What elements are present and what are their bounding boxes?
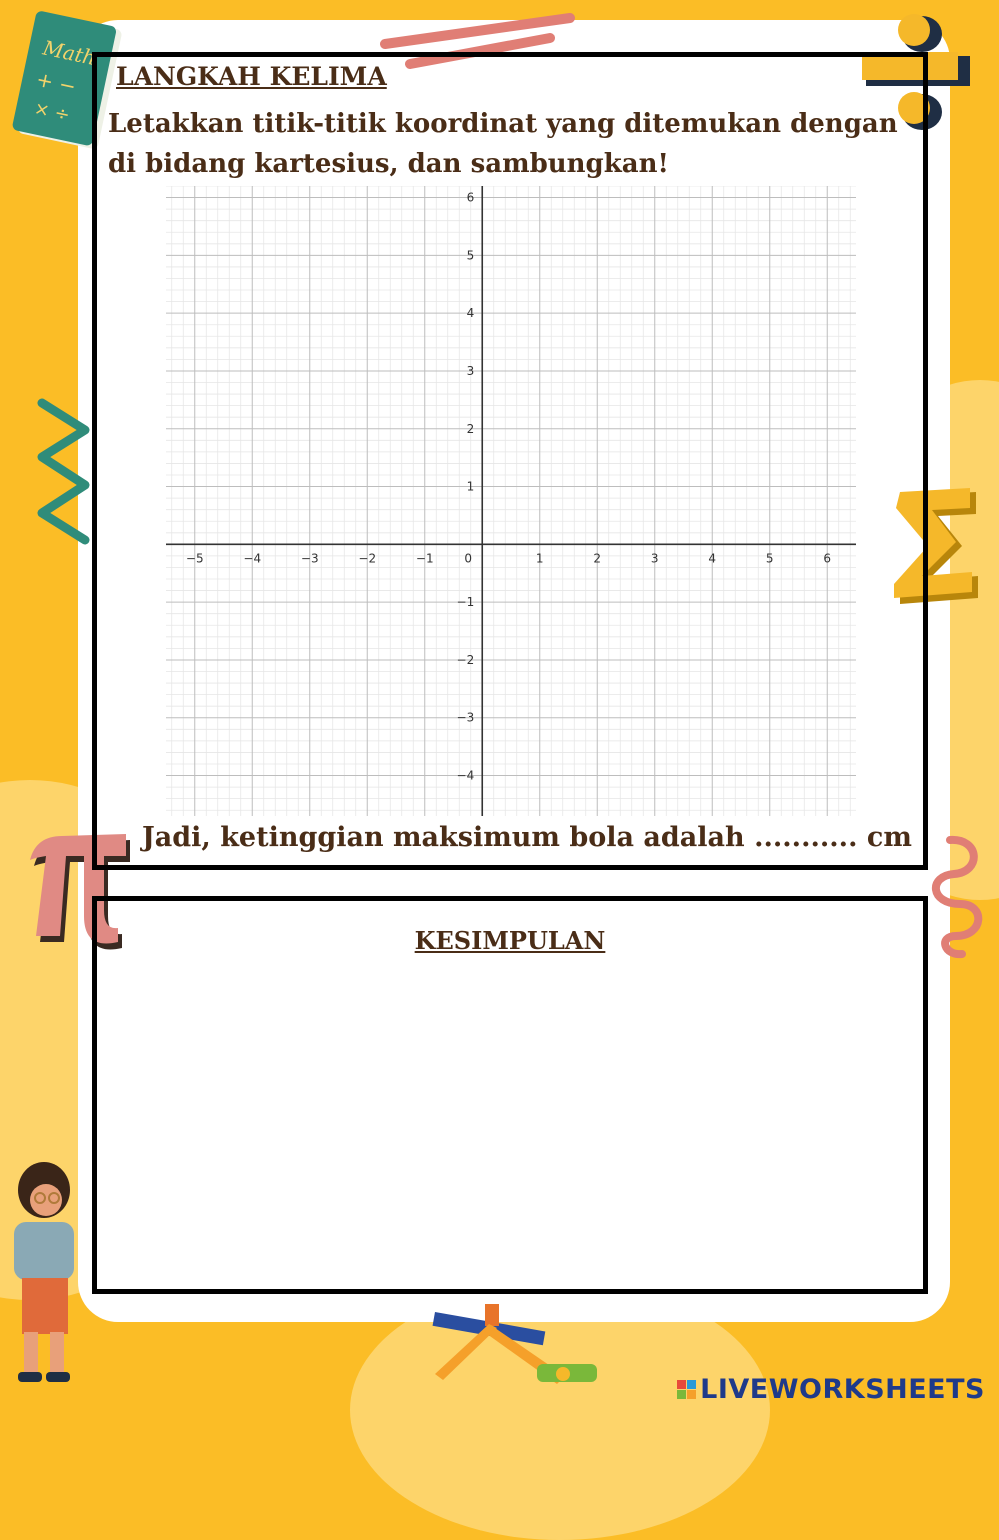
y-tick-label: 3 (466, 363, 475, 378)
x-tick-label: −2 (358, 551, 377, 566)
x-tick-label: 0 (464, 551, 473, 566)
x-tick-label: −3 (300, 551, 319, 566)
x-tick-label: 2 (593, 551, 602, 566)
y-tick-label: 1 (466, 479, 475, 494)
svg-text:× ÷: × ÷ (32, 97, 72, 126)
x-tick-label: 6 (823, 551, 832, 566)
zigzag-decoration (30, 395, 100, 550)
x-tick-label: −5 (185, 551, 204, 566)
x-tick-label: 5 (765, 551, 774, 566)
y-tick-label: −3 (456, 710, 475, 725)
step-instruction: Letakkan titik-titik koordinat yang ditemukan dengan di bidang kartesius, dan sambungkan! (108, 109, 898, 179)
svg-text:+ −: + − (34, 66, 79, 99)
y-tick-label: −1 (456, 595, 475, 610)
cartesian-plane (166, 186, 856, 816)
x-tick-label: −1 (415, 551, 434, 566)
y-tick-label: 5 (466, 248, 475, 263)
answer-sentence: Jadi, ketinggian maksimum bola adalah ........... cm (142, 822, 912, 853)
y-tick-label: 6 (466, 190, 475, 205)
x-tick-label: 4 (708, 551, 717, 566)
y-tick-label: −2 (456, 652, 475, 667)
y-tick-label: −4 (456, 768, 475, 783)
liveworksheets-logo-icon (677, 1380, 696, 1399)
conclusion-frame (92, 896, 928, 1294)
watermark-text: LIVEWORKSHEETS (700, 1374, 985, 1405)
math-book-label: Math (40, 35, 98, 71)
spiral-decoration (920, 832, 990, 962)
y-tick-label: 2 (466, 421, 475, 436)
student-illustration (0, 1160, 90, 1390)
conclusion-heading: KESIMPULAN (414, 926, 606, 955)
x-tick-label: −4 (243, 551, 262, 566)
step-heading: LANGKAH KELIMA (116, 62, 387, 91)
x-tick-label: 1 (535, 551, 544, 566)
liveworksheets-watermark (677, 1374, 985, 1405)
y-tick-label: 4 (466, 306, 475, 321)
compass-pencil-icon (425, 1298, 615, 1398)
x-tick-label: 3 (650, 551, 659, 566)
